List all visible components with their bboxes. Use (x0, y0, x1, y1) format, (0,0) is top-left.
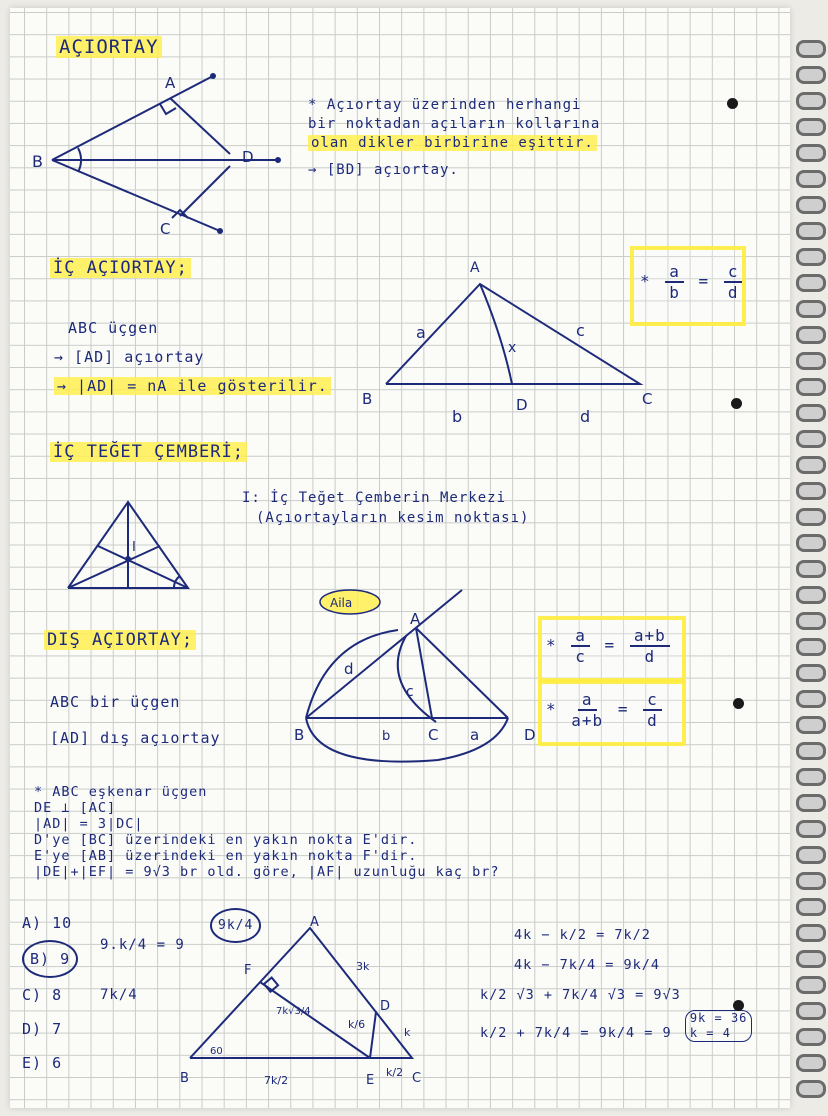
spiral-coil (796, 846, 826, 864)
point-label-a: A (165, 74, 176, 92)
ic-label-x: x (508, 340, 517, 356)
bubble-label: Aila (330, 596, 353, 610)
spiral-coil (796, 976, 826, 994)
spiral-coil (796, 664, 826, 682)
spiral-coil (796, 378, 826, 396)
spiral-coil (796, 144, 826, 162)
spiral-coil (796, 586, 826, 604)
dis-label-c: c (406, 684, 414, 700)
choice-b: B) 9 (22, 940, 78, 978)
tri-label-E: E (366, 1073, 375, 1088)
section-title-ic-aciortay: İÇ AÇIORTAY; (50, 258, 191, 278)
formula-box-ratio: * $\frac{a}{b}$ = $\frac{c}{d}$ (630, 246, 746, 326)
spiral-coil (796, 118, 826, 136)
spiral-coil (796, 742, 826, 760)
spiral-coil (796, 222, 826, 240)
work-left: 9.k/4 = 9 7k/4 (100, 937, 185, 1003)
tri-label-seg: 7k√3/4 (276, 1006, 311, 1017)
spiral-coil (796, 248, 826, 266)
tri-label-D: D (380, 999, 391, 1014)
spiral-coil (796, 326, 826, 344)
dis-label-d: d (344, 660, 354, 678)
dis-label-b: b (382, 729, 391, 744)
section-title-ic-teget: İÇ TEĞET ÇEMBERİ; (50, 442, 247, 462)
section-title-dis-aciortay: DIŞ AÇIORTAY; (44, 630, 196, 650)
ic-label-D: D (516, 396, 528, 414)
section-title-aciortay: AÇIORTAY (56, 36, 162, 58)
tri-label-A: A (310, 915, 319, 930)
spiral-coil (796, 404, 826, 422)
spiral-coil (796, 456, 826, 474)
spiral-coil (796, 66, 826, 84)
spiral-coil (796, 1054, 826, 1072)
point-label-b: B (32, 152, 43, 171)
tri-label-k: k (404, 1026, 411, 1039)
punch-hole (731, 398, 742, 409)
spiral-coil (796, 92, 826, 110)
spiral-coil (796, 768, 826, 786)
ic-label-B: B (362, 390, 373, 408)
spiral-binding (790, 0, 828, 1116)
spiral-coil (796, 274, 826, 292)
spiral-coil (796, 1080, 826, 1098)
punch-hole (727, 98, 738, 109)
spiral-coil (796, 690, 826, 708)
choice-c: C) 8 (22, 986, 63, 1004)
tri-label-C: C (412, 1071, 422, 1086)
spiral-coil (796, 872, 826, 890)
spiral-coil (796, 820, 826, 838)
punch-hole (733, 1000, 744, 1011)
spiral-coil (796, 40, 826, 58)
tri-label-k2: k/2 (386, 1066, 404, 1079)
spiral-coil (796, 794, 826, 812)
dis-label-B: B (294, 726, 305, 744)
incircle-triangle (62, 496, 202, 596)
formula-box-external-2: * $\frac{a}{a+b}$ = $\frac{c}{d}$ (538, 680, 686, 746)
ic-label-side-c: c (576, 321, 585, 340)
ic-label-A: A (470, 260, 480, 276)
ic-aciortay-lines: ABC üçgen → [AD] açıortay → |AD| = nA ile gösterilir. (54, 314, 331, 401)
spiral-coil (796, 430, 826, 448)
bisector-note: * Açıortay üzerinden herhangi bir noktadan açıların kollarına olan dikler birbirine eşittir. → [BD] açıortay. (308, 97, 601, 178)
angle-bisector-diagram (20, 68, 310, 268)
spiral-coil (796, 950, 826, 968)
dis-label-C: C (428, 726, 439, 744)
ic-teget-notes: I: İç Teğet Çemberin Merkezi (Açıortayların kesim noktası) (242, 490, 530, 526)
dis-label-D: D (524, 726, 536, 744)
ic-label-C: C (642, 390, 653, 408)
tri-label-k6: k/6 (348, 1018, 366, 1031)
spiral-coil (796, 1002, 826, 1020)
formula-box-external-1: * $\frac{a}{c}$ = $\frac{a+b}{d}$ (538, 616, 686, 682)
internal-bisector-triangle (350, 256, 653, 426)
work-circled: 9k/4 (210, 908, 261, 943)
notebook-page (10, 8, 790, 1108)
dis-aciortay-lines: ABC bir üçgen [AD] dış açıortay (50, 693, 221, 747)
spiral-coil (796, 300, 826, 318)
problem-statement: * ABC eşkenar üçgen DE ⊥ [AC] |AD| = 3|DC| D'ye [BC] üzerindeki en yakın nokta E'dir. E'ye [AB] üzerindeki en yakın nokta F'dir. |DE|+|EF| = 9√3 br old. göre, |AF| uzunluğu kaç br? (34, 784, 500, 880)
punch-hole (733, 698, 744, 709)
spiral-coil (796, 924, 826, 942)
work-right: 4k − k/2 = 7k/2 4k − 7k/4 = 9k/4 k/2 √3 + 7k/4 √3 = 9√3 k/2 + 7k/4 = 9k/4 = 9 9k = 36 k = 4 (480, 920, 752, 1048)
spiral-coil (796, 898, 826, 916)
external-bisector-diagram (286, 580, 546, 770)
spiral-coil (796, 534, 826, 552)
choice-e: E) 6 (22, 1054, 63, 1072)
dis-label-a: a (470, 726, 480, 744)
spiral-coil (796, 170, 826, 188)
tri-label-60: 60 (210, 1046, 223, 1057)
tri-label-3k: 3k (356, 960, 370, 973)
spiral-coil (796, 638, 826, 656)
ic-label-side-a: a (416, 323, 426, 342)
tri-label-B: B (180, 1071, 189, 1086)
incenter-label: I (132, 540, 136, 555)
choice-a: A) 10 (22, 914, 73, 932)
spiral-coil (796, 352, 826, 370)
dis-label-A: A (410, 610, 421, 628)
ic-label-d: d (580, 407, 591, 426)
choice-d: D) 7 (22, 1020, 63, 1038)
spiral-coil (796, 560, 826, 578)
point-label-d: D (242, 148, 254, 166)
spiral-coil (796, 508, 826, 526)
tri-label-F: F (244, 963, 252, 978)
ic-label-b: b (452, 407, 463, 426)
spiral-coil (796, 1028, 826, 1046)
point-label-c: C (160, 220, 171, 238)
spiral-coil (796, 612, 826, 630)
spiral-coil (796, 482, 826, 500)
tri-label-7k2: 7k/2 (264, 1074, 289, 1087)
spiral-coil (796, 196, 826, 214)
problem-triangle (180, 915, 422, 1098)
spiral-coil (796, 716, 826, 734)
answer-choices (22, 906, 78, 1080)
